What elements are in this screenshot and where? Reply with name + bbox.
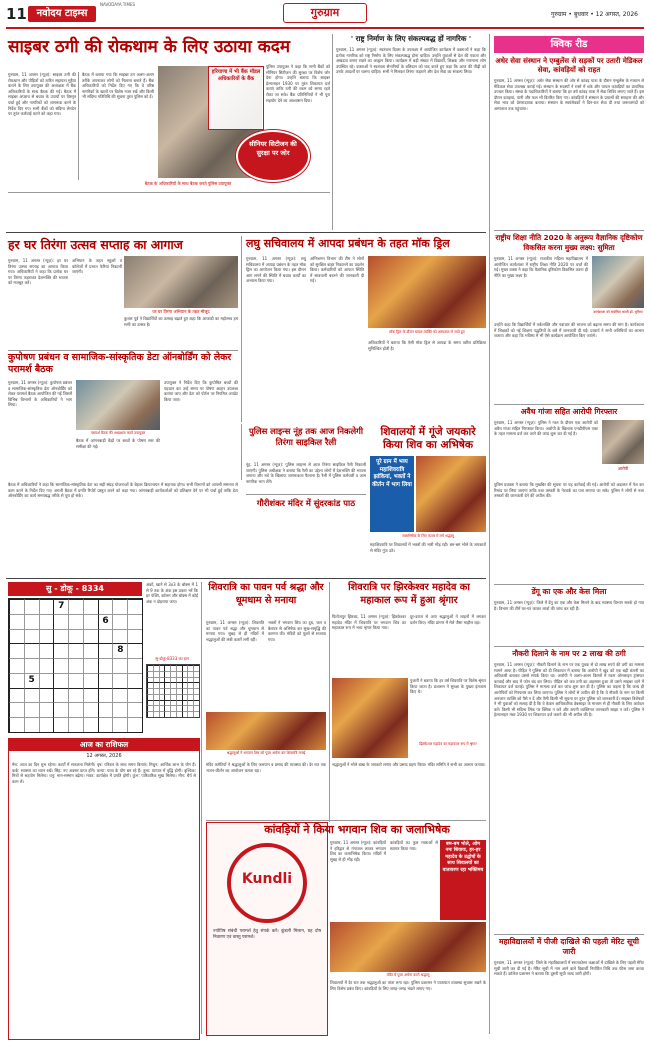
sudoku-cell[interactable]: [83, 629, 98, 644]
tiranga-body-col3: कुशल पूर्व ने विद्यार्थियों का उत्साह बढ़ाते हुए कहा कि आजादी का महोत्सव हम सभी का उत्सव है।: [124, 316, 238, 327]
shivratri-body-col2: भक्तों ने भगवान शिव का दूध, जल व बेलपत्र से अभिषेक कर सुख-समृद्धि की कामना की। मंदिरों को फूलों से सजाया गया।: [268, 620, 326, 642]
sudoku-cell[interactable]: [83, 702, 98, 717]
tiranga-photo: [124, 256, 238, 308]
sudoku-cell[interactable]: [83, 658, 98, 673]
quick-read-item1-body: गुरुग्राम, 11 अगस्त (न्यूज़): अधेर सेवा संस्थान की ओर से कांवड़ यात्रा के दौरान एम्बुलेंस के माध्यम से मेडिकल सेवा उपलब्ध कराई गई। संस्थान के सदस्यों ने रास्ते में थके और घायल कांवड़ियों का प्राथमिक उपचार किया। संस्था के पदाधिकारियों ने बताया कि हर वर्ष कांवड़ यात्रा में सेवा शिविर लगाए जाते हैं। इस दौरान दवाइयां, पानी और फल भी वितरित किए गए। कांवड़ियों ने संस्थान के प्रयासों की सराहना की और सेवा भाव को प्रेरणादायक बताया। संस्थान के स्वयंसेवकों ने दिन-रात सेवा दी तथा जरूरतमंदों को अस्पताल तक पहुंचाया।: [494, 78, 644, 111]
kupo-body-col2: बैठक में आंगनबाड़ी केंद्रों पर बच्चों के पोषण स्तर की समीक्षा की गई।: [76, 438, 160, 449]
sudoku-cell[interactable]: [39, 717, 54, 732]
shivalaya-caption: जलाभिषेक के लिए कतार में लगे श्रद्धालु: [402, 534, 454, 538]
sudoku-cell[interactable]: [24, 629, 39, 644]
sudoku-cell[interactable]: [9, 673, 24, 688]
shivratri-caption: श्रद्धालुओं ने भगवान शिव को पूजा अर्चना कर शिवरात्रि मनाई: [226, 751, 306, 755]
sudoku-cell[interactable]: [83, 673, 98, 688]
sudoku-cell[interactable]: [24, 717, 39, 732]
shivalaya-photo: [416, 456, 486, 532]
sudoku-cell[interactable]: [53, 658, 68, 673]
tiranga-headline: हर घर तिरंगा उत्सव सप्ताह का आगाज: [8, 237, 183, 252]
quote-body: गुरुग्राम, 11 अगस्त (न्यूज़): स्वतंत्रता दिवस के उपलक्ष्य में आयोजित कार्यक्रम में वक्ताओं ने कहा कि प्रत्येक नागरिक को राष्ट्र निर्माण के लिए संकल्पबद्ध होना चाहिए। उन्होंने युवाओं से देश की एकता और अखंडता बनाए रखने का आह्वान किया। कार्यक्रम में बड़ी संख्या में विद्यार्थी, शिक्षक और गणमान्य लोग उपस्थित रहे। वक्ताओं ने स्वतंत्रता सेनानियों के बलिदान को याद करते हुए कहा कि आज की पीढ़ी को उनके आदर्शों पर चलना चाहिए। सभी ने मिलकर तिरंगा फहराने और देश सेवा का संकल्प लिया।: [336, 47, 486, 75]
quick-read-item4-headline: डेंगू का एक और केस मिला: [531, 587, 607, 596]
sudoku-cell[interactable]: [127, 614, 142, 629]
quick-read-item5-headline: नौकरी दिलाने के नाम पर 2 लाख की ठगी: [512, 649, 626, 658]
kundli-ad-text: ज्योतिष संबंधी परामर्श हेतु संपर्क करें। कुंडली मिलान, ग्रह दोष निवारण एवं वास्तु परामर्श।: [213, 929, 321, 940]
sudoku-cell[interactable]: [39, 658, 54, 673]
kupo-body-col3: उपायुक्त ने निर्देश दिए कि कुपोषित बच्चों की पहचान कर उन्हें समय पर पोषण आहार उपलब्ध कराया जाए और डेटा को पोर्टल पर नियमित अपडेट किया जाए।: [164, 380, 238, 402]
tiranga-caption: घर घर तिरंगा अभियान के तहत मौजूद: [152, 309, 210, 314]
kundli-label: Kundli: [241, 871, 293, 887]
sudoku-cell[interactable]: [24, 599, 39, 614]
quick-read-label: क्विक रीड: [550, 39, 588, 50]
sudoku-cell[interactable]: [24, 643, 39, 658]
sudoku-cell[interactable]: [98, 717, 113, 732]
kanwar-side-box: [440, 840, 486, 920]
sudoku-cell[interactable]: [98, 658, 113, 673]
jhirka-caption: झिरकेश्वर महादेव का महाकाल रूप में श्रृंगार: [419, 742, 477, 746]
sudoku-cell[interactable]: [24, 702, 39, 717]
sudoku-cell[interactable]: [112, 599, 127, 614]
quick-read-item2-headline: राष्ट्रीय शिक्षा नीति 2020 के अनुरूप वैज्ञानिक दृष्टिकोण विकसित करना मुख्य लक्ष्य: सुमिता: [495, 233, 643, 252]
quick-read-item2-caption: कार्यशाला को संबोधित करती डॉ. सुमिता: [593, 310, 643, 314]
mock-drill-caption: मॉक ड्रिल के दौरान घायल व्यक्ति को अस्पताल ले जाते हुए: [389, 330, 465, 334]
shivalaya-side-box: [370, 456, 414, 532]
sudoku-cell[interactable]: [39, 702, 54, 717]
kundli-ad[interactable]: [206, 822, 328, 1036]
quick-read-header: [494, 36, 644, 53]
kanwar-photo: [330, 922, 486, 972]
sudoku-cell[interactable]: [9, 688, 24, 703]
quick-read-item5-body: गुरुग्राम, 11 अगस्त (न्यूज़): नौकरी दिलाने के नाम पर एक युवक से दो लाख रुपये की ठगी का मामला सामने आया है। पीड़ित ने पुलिस को दी शिकायत में बताया कि आरोपी ने खुद को एक बड़ी कंपनी का अधिकारी बताकर उससे संपर्क किया था। आरोपी ने अलग-अलग किस्तों में रकम ऑनलाइन ट्रांसफर करवाई और बाद में फोन बंद कर लिया। पीड़ित को जब ठगी का अहसास हुआ तो उसने साइबर थाने में शिकायत दर्ज कराई। पुलिस ने मामला दर्ज कर जांच शुरू कर दी है। पुलिस का कहना है कि जल्द ही आरोपियों को गिरफ्तार कर लिया जाएगा। पुलिस ने लोगों से अपील की है कि वे नौकरी के नाम पर किसी अनजान व्यक्ति को पैसे न दें और ऐसी किसी भी सूचना पर तुरंत पुलिस को जानकारी दें। साइबर विशेषज्ञों ने भी युवाओं को सलाह दी है कि वे केवल आधिकारिक वेबसाइट के माध्यम से ही नौकरी के लिए आवेदन करें। किसी भी संदिग्ध लिंक पर क्लिक न करें और अपनी व्यक्तिगत जानकारी साझा न करें। पुलिस ने हेल्पलाइन नंबर 1930 पर शिकायत दर्ज कराने की भी अपील की है।: [494, 662, 644, 718]
mock-drill-photo: [368, 256, 486, 328]
kupo-photo: [76, 380, 160, 430]
badge-text: सीनियर सिटीजन की सुरक्षा पर जोर: [249, 140, 297, 157]
gaurishankar-headline: गौरीशंकर मंदिर में सुंदरकांड पाठ: [256, 498, 356, 508]
sudoku-cell[interactable]: [98, 688, 113, 703]
shivratri-photo: [206, 712, 326, 750]
kanwar-body-col1: गुरुग्राम, 11 अगस्त (न्यूज़): कांवड़ियों ने हरिद्वार से गंगाजल लाकर भगवान शिव का जलाभिषेक किया। मंदिरों में सुबह से ही भीड़ रही।: [330, 840, 386, 862]
sudoku-prev-label: सु-डोकू-8333 का हल: [155, 656, 189, 661]
sudoku-prev-grid: [146, 664, 200, 718]
sudoku-cell[interactable]: [83, 614, 98, 629]
sudoku-label: सु - डोकू - 8334: [46, 584, 104, 593]
sudoku-cell[interactable]: [112, 629, 127, 644]
quick-read-item3-headline: अवैध गांजा सहित आरोपी गिरफ्तार: [520, 407, 618, 416]
sudoku-cell[interactable]: [9, 599, 24, 614]
sudoku-cell[interactable]: [68, 658, 83, 673]
shivalaya-body: महाशिवरात्रि पर शिवालयों में भक्तों की भारी भीड़ रही। बम-बम भोले के जयकारों से मंदिर गूंज उठे।: [370, 542, 486, 553]
sudoku-cell[interactable]: [53, 702, 68, 717]
sudoku-cell[interactable]: [39, 688, 54, 703]
sudoku-cell[interactable]: [39, 629, 54, 644]
sudoku-cell[interactable]: [53, 643, 68, 658]
sudoku-cell[interactable]: [53, 688, 68, 703]
lead-headline: साइबर ठगी की रोकथाम के लिए उठाया कदम: [8, 37, 290, 57]
rashifal-box: [8, 738, 200, 1040]
lead-side-box: [208, 66, 264, 130]
sudoku-cell[interactable]: [9, 717, 24, 732]
sudoku-cell[interactable]: [53, 717, 68, 732]
tiranga-body-col1: गुरुग्राम, 11 अगस्त (न्यूज़): हर घर तिरंगा उत्सव सप्ताह का आगाज किया गया। अधिकारियों ने कहा कि प्रत्येक घर पर तिरंगा फहराकर देशभक्ति की भावना को मजबूत करें।: [8, 258, 68, 286]
page-number: 11: [6, 5, 27, 23]
kundli-logo: [227, 843, 307, 923]
sudoku-cell[interactable]: [39, 643, 54, 658]
shivratri-headline: शिवरात्रि का पावन पर्व श्रद्धा और धूमधाम से मनाया: [208, 582, 324, 606]
lead-body-col2: बैठक में बताया गया कि साइबर ठग अलग-अलग तरीके अपनाकर लोगों को निशाना बनाते हैं। बैंक अधिकारियों को निर्देश दिए गए कि वे वरिष्ठ नागरिकों के खातों पर विशेष नजर रखें और किसी भी संदिग्ध गतिविधि की सूचना तुरंत पुलिस को दें।: [82, 72, 154, 100]
sudoku-cell[interactable]: [98, 629, 113, 644]
sudoku-cell[interactable]: [112, 614, 127, 629]
sudoku-cell[interactable]: [68, 717, 83, 732]
quick-read-item3-caption: आरोपी: [617, 466, 629, 471]
small-tag: NAVODAYA TIMES: [100, 2, 136, 7]
kanwar-body-col2: कांवड़ियों का फूल मालाओं से स्वागत किया गया।: [390, 840, 438, 851]
sudoku-cell[interactable]: [68, 702, 83, 717]
shivratri-body-col3: मंदिर कमेटियों ने श्रद्धालुओं के लिए जलपान व प्रसाद की व्यवस्था की। देर रात तक भजन-कीर्तन का आयोजन चलता रहा।: [206, 762, 326, 773]
sudoku-cell[interactable]: [112, 717, 127, 732]
kanwar-headline: कांवड़ियों ने किया भगवान शिव का जलाभिषेक: [264, 823, 450, 836]
rashifal-header: [9, 739, 199, 751]
mock-drill-headline: लघु सचिवालय में आपदा प्रबंधन के तहत मॉक ड्रिल: [246, 237, 450, 250]
rashifal-date: 12 अगस्त, 2026: [86, 753, 122, 759]
mock-drill-body-col1: गुरुग्राम, 11 अगस्त (न्यूज़): लघु सचिवालय में आपदा प्रबंधन के तहत मॉक ड्रिल का आयोजन किया गया। इस दौरान आग लगने की स्थिति में बचाव कार्यों का अभ्यास किया गया।: [246, 256, 306, 284]
quick-read-item2-photo: [592, 256, 644, 308]
quote-headline: ' राष्ट्र निर्माण के लिए संकल्पबद्ध हों नागरिक ': [350, 34, 472, 43]
jhirka-body-col1: फिरोजपुर झिरका, 11 अगस्त (न्यूज़): झिरकेश्वर महादेव मंदिर में शिवरात्रि पर भगवान शिव का महाकाल रूप में भव्य श्रृंगार किया गया।: [332, 614, 406, 631]
sudoku-cell: [193, 711, 199, 717]
sudoku-cell[interactable]: [127, 643, 142, 658]
sudoku-cell[interactable]: [112, 702, 127, 717]
sudoku-cell[interactable]: [83, 599, 98, 614]
sudoku-cell[interactable]: [98, 599, 113, 614]
quick-read-item6-headline: महाविद्यालयों में पीजी दाखिले की पहली मेरिट सूची जारी: [499, 937, 639, 956]
sudoku-cell[interactable]: 5: [24, 673, 39, 688]
sudoku-cell[interactable]: [112, 658, 127, 673]
sudoku-cell[interactable]: 8: [112, 643, 127, 658]
sudoku-cell[interactable]: [68, 643, 83, 658]
kanwar-side-text: बम-बम भोले, ओम नमः शिवायः, हर-हर महादेव के उद्घोषों के साथ शिवालयों का वातावरण रहा भक्तिमय: [442, 842, 484, 873]
sudoku-header: [8, 582, 142, 596]
sudoku-cell[interactable]: [9, 702, 24, 717]
paper-name-banner: [28, 6, 96, 22]
sudoku-cell[interactable]: [39, 673, 54, 688]
kupo-body-col1: गुरुग्राम, 11 अगस्त (न्यूज़): कुपोषण प्रबंधन व सामाजिक-सांस्कृतिक डेटा ऑनबोर्डिंग को लेकर परामर्श बैठक आयोजित की गई जिसमें विभिन्न विभागों के अधिकारियों ने भाग लिया।: [8, 380, 72, 408]
kupo-headline: कुपोषण प्रबंधन व सामाजिक-सांस्कृतिक डेटा ऑनबोर्डिंग को लेकर परामर्श बैठक: [8, 352, 232, 375]
quick-read-item3-body: गुरुग्राम, 11 अगस्त (न्यूज़): पुलिस ने गश्त के दौरान एक आरोपी को अवैध गांजा सहित गिरफ्तार किया। आरोपी के खिलाफ एनडीपीएस एक्ट के तहत मामला दर्ज कर आगे की जांच शुरू कर दी गई है।: [494, 420, 598, 437]
dateline: गुरुग्राम • बुधवार • 12 अगस्त, 2026: [550, 11, 638, 18]
sudoku-cell[interactable]: [127, 688, 142, 703]
sudoku-cell[interactable]: [127, 599, 142, 614]
sudoku-cell[interactable]: [24, 614, 39, 629]
sudoku-cell[interactable]: 6: [98, 614, 113, 629]
sudoku-cell[interactable]: [127, 629, 142, 644]
section-tab: [283, 3, 367, 23]
quick-read-item2-body2: उन्होंने कहा कि विद्यार्थियों में तर्कशक्ति और नवाचार की भावना को बढ़ाना समय की मांग है। कार्यशाला में शिक्षकों को नई शिक्षण पद्धतियों के बारे में जानकारी दी गई। प्राचार्य ने सभी अतिथियों का आभार जताया और कहा कि भविष्य में भी ऐसे कार्यक्रम आयोजित किए जाएंगे।: [494, 322, 644, 339]
sudoku-cell[interactable]: [68, 629, 83, 644]
sudoku-cell[interactable]: [68, 673, 83, 688]
sudoku-cell[interactable]: [24, 658, 39, 673]
sudoku-cell[interactable]: [112, 688, 127, 703]
sudoku-cell[interactable]: [68, 614, 83, 629]
jhirka-body-col4: श्रद्धालुओं ने भोले बाबा के जयकारे लगाए और प्रसाद ग्रहण किया। मंदिर समिति ने सभी का आभार जताया।: [332, 762, 486, 767]
sudoku-cell[interactable]: [24, 688, 39, 703]
sudoku-cell[interactable]: [53, 629, 68, 644]
sudoku-instructions: अंकों, खाने से 3x3 के बॉक्स में 1 से 9 तक के अंक इस प्रकार भरें कि हर पंक्ति, कॉलम और बॉक्स में कोई अंक न दोहराया जाए।: [146, 582, 198, 604]
sudoku-cell[interactable]: [53, 614, 68, 629]
sudoku-cell[interactable]: [9, 614, 24, 629]
sudoku-cell[interactable]: [9, 643, 24, 658]
sudoku-cell[interactable]: [127, 702, 142, 717]
jhirka-body-col3: पुजारी ने बताया कि हर वर्ष शिवरात्रि पर विशेष श्रृंगार किया जाता है। प्रशासन ने सुरक्षा के पुख्ता इंतजाम किए थे।: [410, 678, 486, 695]
quick-read-item3-photo: [602, 420, 644, 464]
rashifal-body: मेष: आज का दिन शुभ रहेगा। कार्यों में सफलता मिलेगी। वृष: परिवार के साथ समय बिताएं। मिथुन: आर्थिक लाभ के योग हैं। कर्क: स्वास्थ्य का ध्यान रखें। सिंह: नए अवसर प्राप्त होंगे। कन्या: यात्रा के योग बन रहे हैं। तुला: व्यापार में वृद्धि होगी। वृश्चिक: मित्रों से सहयोग मिलेगा। धनु: मान-सम्मान बढ़ेगा। मकर: कार्यक्षेत्र में प्रगति होगी। कुंभ: पारिवारिक सुख मिलेगा। मीन: धैर्य से काम लें।: [12, 762, 196, 784]
sudoku-cell[interactable]: [127, 673, 142, 688]
sudoku-cell[interactable]: [98, 643, 113, 658]
quick-read-item2-body: गुरुग्राम, 11 अगस्त (न्यूज़): राजकीय महिला महाविद्यालय में आयोजित कार्यशाला में राष्ट्रीय शिक्षा नीति 2020 पर चर्चा की गई। मुख्य वक्ता ने कहा कि वैज्ञानिक दृष्टिकोण विकसित करना ही नीति का मुख्य लक्ष्य है।: [494, 256, 588, 278]
kanwar-body-col3: शिवालयों में देर रात तक श्रद्धालुओं का तांता लगा रहा। पुलिस प्रशासन ने यातायात व्यवस्था सुचारू रखने के लिए विशेष प्रबंध किए। कांवड़ियों के लिए जगह-जगह भंडारे लगाए गए।: [330, 980, 486, 991]
mock-drill-body-col2: अग्निशमन विभाग की टीम ने लोगों को सुरक्षित बाहर निकालने का प्रदर्शन किया। कर्मचारियों को आपात स्थिति में सावधानी बरतने की जानकारी दी गई।: [310, 256, 364, 284]
shivalaya-side-text: पूरे ग्राम में भव्य महाशिवरात्रि झांकियां, भक्तों ने कीर्तन में भाग लिया: [372, 459, 412, 488]
sudoku-cell[interactable]: [83, 643, 98, 658]
sudoku-cell[interactable]: [68, 599, 83, 614]
mock-drill-body-col3: अधिकारियों ने बताया कि ऐसी मॉक ड्रिल से आपदा के समय त्वरित प्रतिक्रिया सुनिश्चित होती है।: [368, 340, 486, 351]
section-title: गुरुग्राम: [310, 6, 340, 19]
sudoku-cell[interactable]: [127, 658, 142, 673]
lead-body-col3: पुलिस उपायुक्त ने कहा कि सभी बैंकों को सीनियर सिटीजन की सुरक्षा पर विशेष जोर देना होगा। उन्होंने बताया कि साइबर हेल्पलाइन 1930 पर तुरंत शिकायत दर्ज कराएं ताकि ठगी की रकम को समय रहते रोका जा सके। बैंक प्रतिनिधियों ने भी पूरा सहयोग देने का आश्वासन दिया।: [266, 64, 330, 103]
police-rally-headline: पुलिस लाइन्स नूंह तक आज निकलेगी तिरंगा साइकिल रैली: [248, 426, 364, 447]
quote-box: [336, 34, 486, 230]
quick-read-item3-body2: पुलिस प्रवक्ता ने बताया कि मुखबिर की सूचना पर यह कार्रवाई की गई। आरोपी को अदालत में पेश कर रिमांड पर लिया जाएगा ताकि नशा तस्करी के नेटवर्क का पता लगाया जा सके। पुलिस ने लोगों से नशा तस्करों की जानकारी देने की अपील की।: [494, 482, 644, 499]
sudoku-cell[interactable]: [127, 717, 142, 732]
sudoku-cell[interactable]: 7: [53, 599, 68, 614]
sudoku-cell[interactable]: [39, 599, 54, 614]
shivalaya-headline: शिवालयों में गूंजे जयकारे किया शिव का अभिषेक: [380, 426, 476, 451]
lead-photo-caption: बैठक के अधिकारियों के साथ बैठक करते पुलिस उपायुक्त: [144, 181, 232, 186]
police-rally-body: नूंह, 11 अगस्त (न्यूज़): पुलिस लाइन्स से आज तिरंगा साइकिल रैली निकाली जाएगी। पुलिस अधीक्षक ने बताया कि रैली का उद्देश्य लोगों में देशभक्ति की भावना जगाना और नशे के खिलाफ जागरूकता फैलाना है। रैली में पुलिस कर्मचारी व आम नागरिक भाग लेंगे।: [246, 462, 366, 484]
sudoku-cell[interactable]: [53, 673, 68, 688]
sudoku-cell[interactable]: [112, 673, 127, 688]
sudoku-cell[interactable]: [68, 688, 83, 703]
sudoku-cell[interactable]: [83, 688, 98, 703]
paper-name: नवोदय टाइम्स: [36, 8, 88, 19]
shivratri-body-col1: गुरुग्राम, 11 अगस्त (न्यूज़): शिवरात्रि का पावन पर्व श्रद्धा और धूमधाम से मनाया गया। सुबह से ही मंदिरों में श्रद्धालुओं की लंबी कतारें लगी रहीं।: [206, 620, 264, 642]
sudoku-cell[interactable]: [83, 717, 98, 732]
masthead-rule: [6, 27, 644, 29]
jhirka-headline: शिवरात्रि पर झिरकेश्वर महादेव का महाकाल रूप में हुआ श्रृंगार: [348, 582, 470, 606]
sudoku-cell[interactable]: [39, 614, 54, 629]
rashifal-label: आज का राशिफल: [79, 740, 129, 749]
sudoku-cell[interactable]: [9, 658, 24, 673]
quick-read-item1-headline: अधेर सेवा संस्थान ने एम्बुलेंस से सड़कों पर उतारी मेडिकल सेवा, कांवड़ियों को राहत: [495, 57, 643, 74]
quick-read-item6-body: गुरुग्राम, 11 अगस्त (न्यूज़): जिले के महाविद्यालयों में स्नातकोत्तर कक्षाओं में दाखिले के लिए पहली मेरिट सूची जारी कर दी गई है। मेरिट सूची में नाम आने वाले विद्यार्थी निर्धारित तिथि तक फीस जमा करवा सकते हैं। कॉलेज प्रशासन ने बताया कि दूसरी सूची जल्द जारी होगी।: [494, 960, 644, 977]
row2-left-body-extra: बैठक में अधिकारियों ने कहा कि सामाजिक-सांस्कृतिक डेटा का सही संग्रह योजनाओं के बेहतर क्रियान्वयन में सहायक होगा। सभी विभागों को आपसी समन्वय से काम करने के निर्देश दिए गए। अगली बैठक में प्रगति रिपोर्ट प्रस्तुत करने को कहा गया। आंगनबाड़ी कार्यकर्ताओं को प्रशिक्षण देने पर भी चर्चा हुई ताकि डेटा ऑनबोर्डिंग का कार्य समयबद्ध तरीके से पूरा हो सके।: [8, 482, 238, 499]
sudoku-cell[interactable]: [9, 629, 24, 644]
jhirka-photo: [332, 678, 408, 758]
kupo-caption: परामर्श बैठक की अध्यक्षता करते उपायुक्त: [90, 431, 146, 435]
masthead: [0, 0, 650, 30]
kanwar-caption: मंदिर में पूजा अर्चना करते श्रद्धालु: [386, 973, 430, 977]
quick-read-item4-body: गुरुग्राम, 11 अगस्त (न्यूज़): जिले में डेंगू का एक और केस मिलने के बाद स्वास्थ्य विभाग सतर्क हो गया है। विभाग की टीमें घर-घर जाकर लार्वा की जांच कर रही हैं।: [494, 600, 644, 611]
lead-side-box-text: हरियाणा में भी बैंक मॉडल अधिकारियों के बैंक: [211, 69, 261, 82]
tiranga-body-col2: अभियान के तहत स्कूलों व कॉलेजों में प्रभात फेरियां निकाली जाएंगी।: [72, 258, 122, 275]
jhirka-body-col2: दूर-दराज से आए श्रद्धालुओं ने लाइनों में लगकर दर्शन किए। मंदिर प्रांगण में मेले जैसा माहौल रहा।: [410, 614, 486, 625]
sudoku-grid[interactable]: [8, 598, 143, 733]
lead-body-col1: गुरुग्राम, 11 अगस्त (न्यूज़): साइबर ठगी की रोकथाम और पीड़ितों को त्वरित सहायता मुहैया कराने के लिए उपायुक्त की अध्यक्षता में बैंक अधिकारियों के साथ बैठक की गई। बैठक में साइबर अपराध से बचाव के उपायों पर विस्तृत चर्चा हुई और नागरिकों को जागरूक करने के निर्देश दिए गए। सभी बैंकों को संदिग्ध लेनदेन पर तुरंत कार्रवाई करने को कहा गया।: [8, 72, 76, 117]
sudoku-cell[interactable]: [98, 702, 113, 717]
sudoku-cell[interactable]: [98, 673, 113, 688]
